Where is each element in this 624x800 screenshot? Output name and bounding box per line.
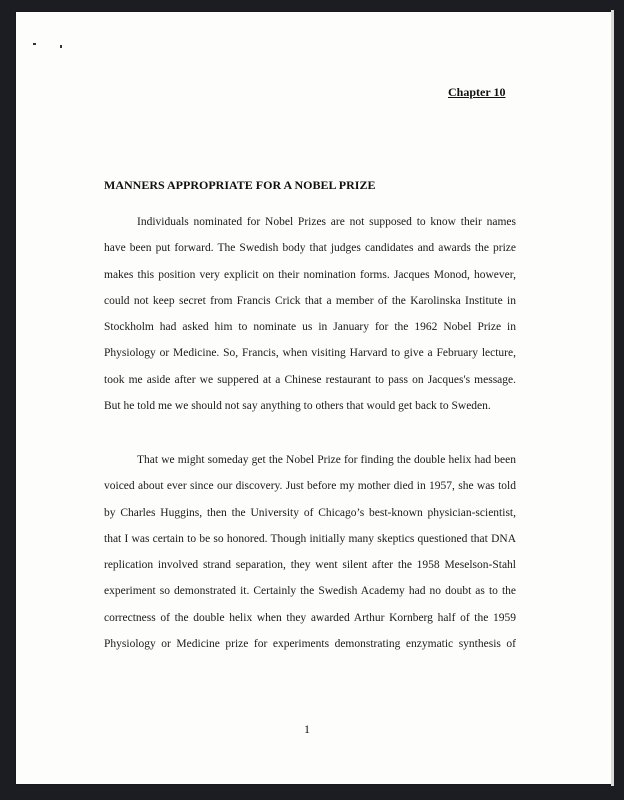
section-heading: MANNERS APPROPRIATE FOR A NOBEL PRIZE [104,178,376,192]
text-line: Stockholm had asked him to nominate us in January for the 1962 Nobel Prize in [104,321,516,334]
paper-speck [33,43,36,45]
text-line: But he told me we should not say anything to others that would get back to Sweden. [104,400,491,413]
text-line: experiment so demonstrated it. Certainly the Swedish Academy had no doubt as to the [104,585,516,598]
page-edge [611,10,614,786]
paper-speck [60,45,62,48]
text-line: makes this position very explicit on their nomination forms. Jacques Monod, however, [104,268,516,281]
text-line: voiced about ever since our discovery. Just before my mother died in 1957, she was told [104,480,516,493]
text-line: That we might someday get the Nobel Prize for finding the double helix had been [137,454,516,466]
chapter-label: Chapter 10 [448,85,506,99]
text-line: have been put forward. The Swedish body that judges candidates and awards the prize [104,242,516,255]
text-line: correctness of the double helix when they awarded Arthur Kornberg half of the 1959 [104,611,516,624]
text-line: took me aside after we suppered at a Chinese restaurant to pass on Jacques's message. [104,373,516,386]
text-line: Individuals nominated for Nobel Prizes are not supposed to know their names [137,216,516,228]
paragraph-1 [104,209,516,419]
page-number: 1 [304,722,310,736]
text-line: replication involved strand separation, they went silent after the 1958 Meselson-Stahl [104,559,516,572]
text-line: Physiology or Medicine. So, Francis, when visiting Harvard to give a February lecture, [104,347,516,360]
text-line: could not keep secret from Francis Crick that a member of the Karolinska Institute in [104,294,516,307]
text-line: that I was certain to be so honored. Though initially many skeptics questioned that DNA [104,532,516,545]
text-line: Physiology or Medicine prize for experiments demonstrating enzymatic synthesis of [104,638,516,651]
text-line: by Charles Huggins, then the University of Chicago’s best-known physician-scientist, [104,506,516,519]
paragraph-2 [104,447,516,657]
